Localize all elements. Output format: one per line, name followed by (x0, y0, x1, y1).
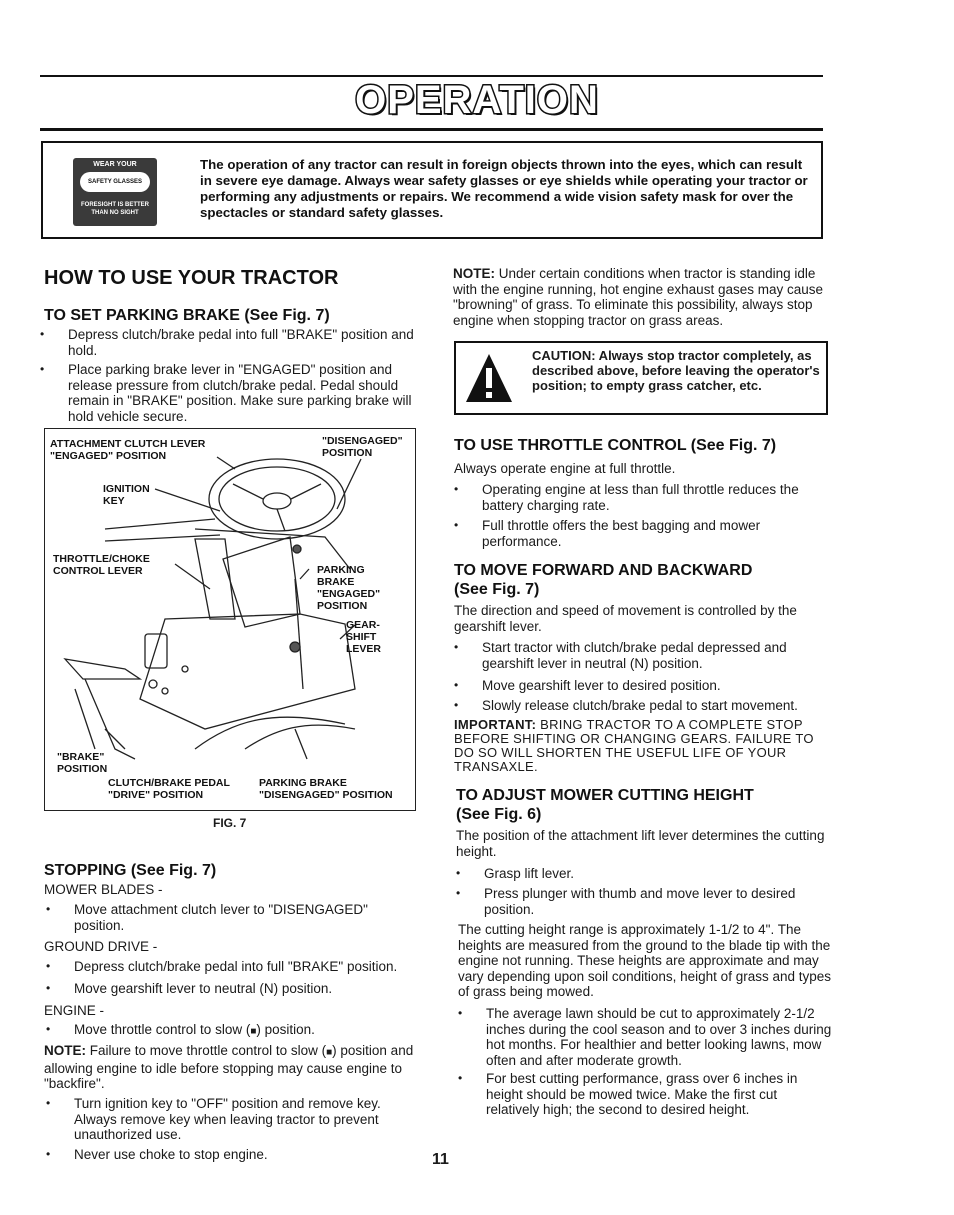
list-item: • Turn ignition key to "OFF" position and remove key. Always remove key when leaving tractor to prevent unauthorized use. (46, 1096, 422, 1143)
caution-text: CAUTION: Always stop tractor completely, as described above, before leaving the operator's position; to empty grass catcher, etc. (532, 348, 820, 393)
engine-bullet-post: ) position. (256, 1022, 315, 1037)
turtle-icon: ■ (326, 1047, 333, 1058)
important-label: IMPORTANT: (454, 717, 537, 732)
stopping-note (44, 1043, 422, 1092)
list-item: • Move gearshift lever to desired position. (454, 678, 830, 694)
label-throttle-choke: THROTTLE/CHOKE CONTROL LEVER (53, 553, 150, 577)
label-clutch-pedal: CLUTCH/BRAKE PEDAL "DRIVE" POSITION (108, 777, 230, 801)
section-title: HOW TO USE YOUR TRACTOR (44, 267, 339, 289)
important-text: BRING TRACTOR TO A COMPLETE STOP BEFORE SHIFTING OR CHANGING GEARS. FAILURE TO DO SO WILL SHORTEN THE USEFUL LIFE OF YOUR TRANSAXLE. (454, 717, 814, 774)
stopping-heading: STOPPING (See Fig. 7) (44, 862, 217, 879)
cutting-height-paragraph: The cutting height range is approximately 1-1/2 to 4". The heights are measured from the ground to the blade tip with the engine not running. These heights are approximate and may vary depending upon soil conditions, height of grass and types of grass being mowed. (458, 922, 831, 999)
figure-7 (44, 428, 416, 811)
list-item: • Move attachment clutch lever to "DISENGAGED" position. (46, 902, 420, 933)
label-parking-disengaged: PARKING BRAKE "DISENGAGED" POSITION (259, 777, 393, 801)
turtle-icon: ■ (250, 1026, 257, 1037)
move-intro: The direction and speed of movement is controlled by the gearshift lever. (454, 603, 797, 634)
throttle-heading: TO USE THROTTLE CONTROL (See Fig. 7) (454, 437, 777, 454)
note-text: Under certain conditions when tractor is standing idle with the engine running, hot engine exhaust gases may cause "browning" of grass. To eliminate this possibility, always stop engine when stopping tractor on grass areas. (453, 266, 823, 328)
list-item: • Operating engine at less than full throttle reduces the battery charging rate. (454, 482, 828, 513)
move-heading-line1: TO MOVE FORWARD AND BACKWARD (454, 562, 753, 579)
label-ignition-key: IGNITION KEY (103, 483, 150, 507)
list-item: • Slowly release clutch/brake pedal to start movement. (454, 698, 830, 714)
engine-bullet-pre: Move throttle control to slow ( (74, 1022, 251, 1037)
title-rule (40, 128, 823, 131)
throttle-intro: Always operate engine at full throttle. (454, 461, 676, 476)
label-attachment-clutch: ATTACHMENT CLUTCH LEVER "ENGAGED" POSITION (50, 438, 206, 462)
engine-label: ENGINE - (44, 1003, 105, 1018)
move-heading-line2: (See Fig. 7) (454, 581, 540, 598)
label-brake-position: "BRAKE" POSITION (57, 751, 108, 775)
label-parking-brake-engaged: PARKING BRAKE "ENGAGED" POSITION (317, 564, 381, 612)
move-heading (454, 561, 752, 599)
important-note (454, 718, 832, 774)
adjust-heading-line2: (See Fig. 6) (456, 806, 542, 823)
sticker-line3b: THAN NO SIGHT (91, 210, 139, 216)
list-item: • Place parking brake lever in "ENGAGED" position and release pressure from clutch/brake pedal. Pedal should remain in "BRAKE" position. Make sure parking brake will hold vehicle secure. (40, 362, 418, 424)
safety-warning-box (41, 141, 823, 239)
list-item: • The average lawn should be cut to approximately 2-1/2 inches during the cool season and to over 3 inches during hot months. For healthier and better looking lawns, mow often and after moderate growth. (458, 1006, 834, 1068)
stopping-note-post: ) position and allowing engine to idle before stopping may cause engine to "backfire". (44, 1043, 414, 1091)
list-item: • Move gearshift lever to neutral (N) position. (46, 981, 420, 997)
parking-brake-heading: TO SET PARKING BRAKE (See Fig. 7) (44, 307, 330, 324)
adjust-heading-line1: TO ADJUST MOWER CUTTING HEIGHT (456, 787, 754, 804)
page-title: OPERATION (355, 78, 599, 122)
sticker-line2: SAFETY GLASSES (80, 172, 150, 192)
list-item: • For best cutting performance, grass over 6 inches in height should be mowed twice. Make the first cut relatively high; the second to desired height. (458, 1071, 834, 1118)
stopping-note-label: NOTE: (44, 1043, 86, 1058)
page-number: 11 (432, 1151, 449, 1168)
grass-browning-note (453, 266, 828, 328)
sticker-line3a: FORESIGHT IS BETTER (80, 202, 149, 208)
list-item: • Depress clutch/brake pedal into full "BRAKE" position and hold. (40, 327, 418, 358)
sticker-line3 (75, 201, 155, 217)
figure-caption: FIG. 7 (213, 816, 247, 830)
stopping-note-pre: Failure to move throttle control to slow ( (89, 1043, 327, 1058)
caution-box (454, 341, 828, 415)
list-item: • Full throttle offers the best bagging and mower performance. (454, 518, 828, 549)
top-rule (40, 75, 823, 77)
safety-glasses-sticker-icon (73, 158, 157, 226)
list-item: • Never use choke to stop engine. (46, 1147, 420, 1163)
ground-drive-label: GROUND DRIVE - (44, 939, 158, 954)
mower-blades-label: MOWER BLADES - (44, 882, 163, 897)
warning-triangle-icon (464, 352, 514, 406)
note-label: NOTE: (453, 266, 495, 281)
list-item: • Press plunger with thumb and move lever to desired position. (456, 886, 832, 917)
safety-warning-text: The operation of any tractor can result in foreign objects thrown into the eyes, which can result in severe eye damage. Always wear safety glasses or eye shields while operating your tractor or performing any adjustments or repairs. We recommend a wide vision safety mask for over the spectacles or standard safety glasses. (200, 157, 808, 220)
adjust-intro: The position of the attachment lift lever determines the cutting height. (456, 828, 825, 859)
adjust-heading (456, 786, 754, 824)
sticker-line1: WEAR YOUR (93, 161, 137, 168)
list-item: • Start tractor with clutch/brake pedal depressed and gearshift lever in neutral (N) position. (454, 640, 830, 671)
label-disengaged: "DISENGAGED" POSITION (322, 435, 403, 459)
label-gearshift: GEAR- SHIFT LEVER (346, 619, 382, 655)
list-item: • Grasp lift lever. (456, 866, 832, 882)
list-item: • Depress clutch/brake pedal into full "BRAKE" position. (46, 959, 422, 975)
list-item (46, 1022, 420, 1040)
